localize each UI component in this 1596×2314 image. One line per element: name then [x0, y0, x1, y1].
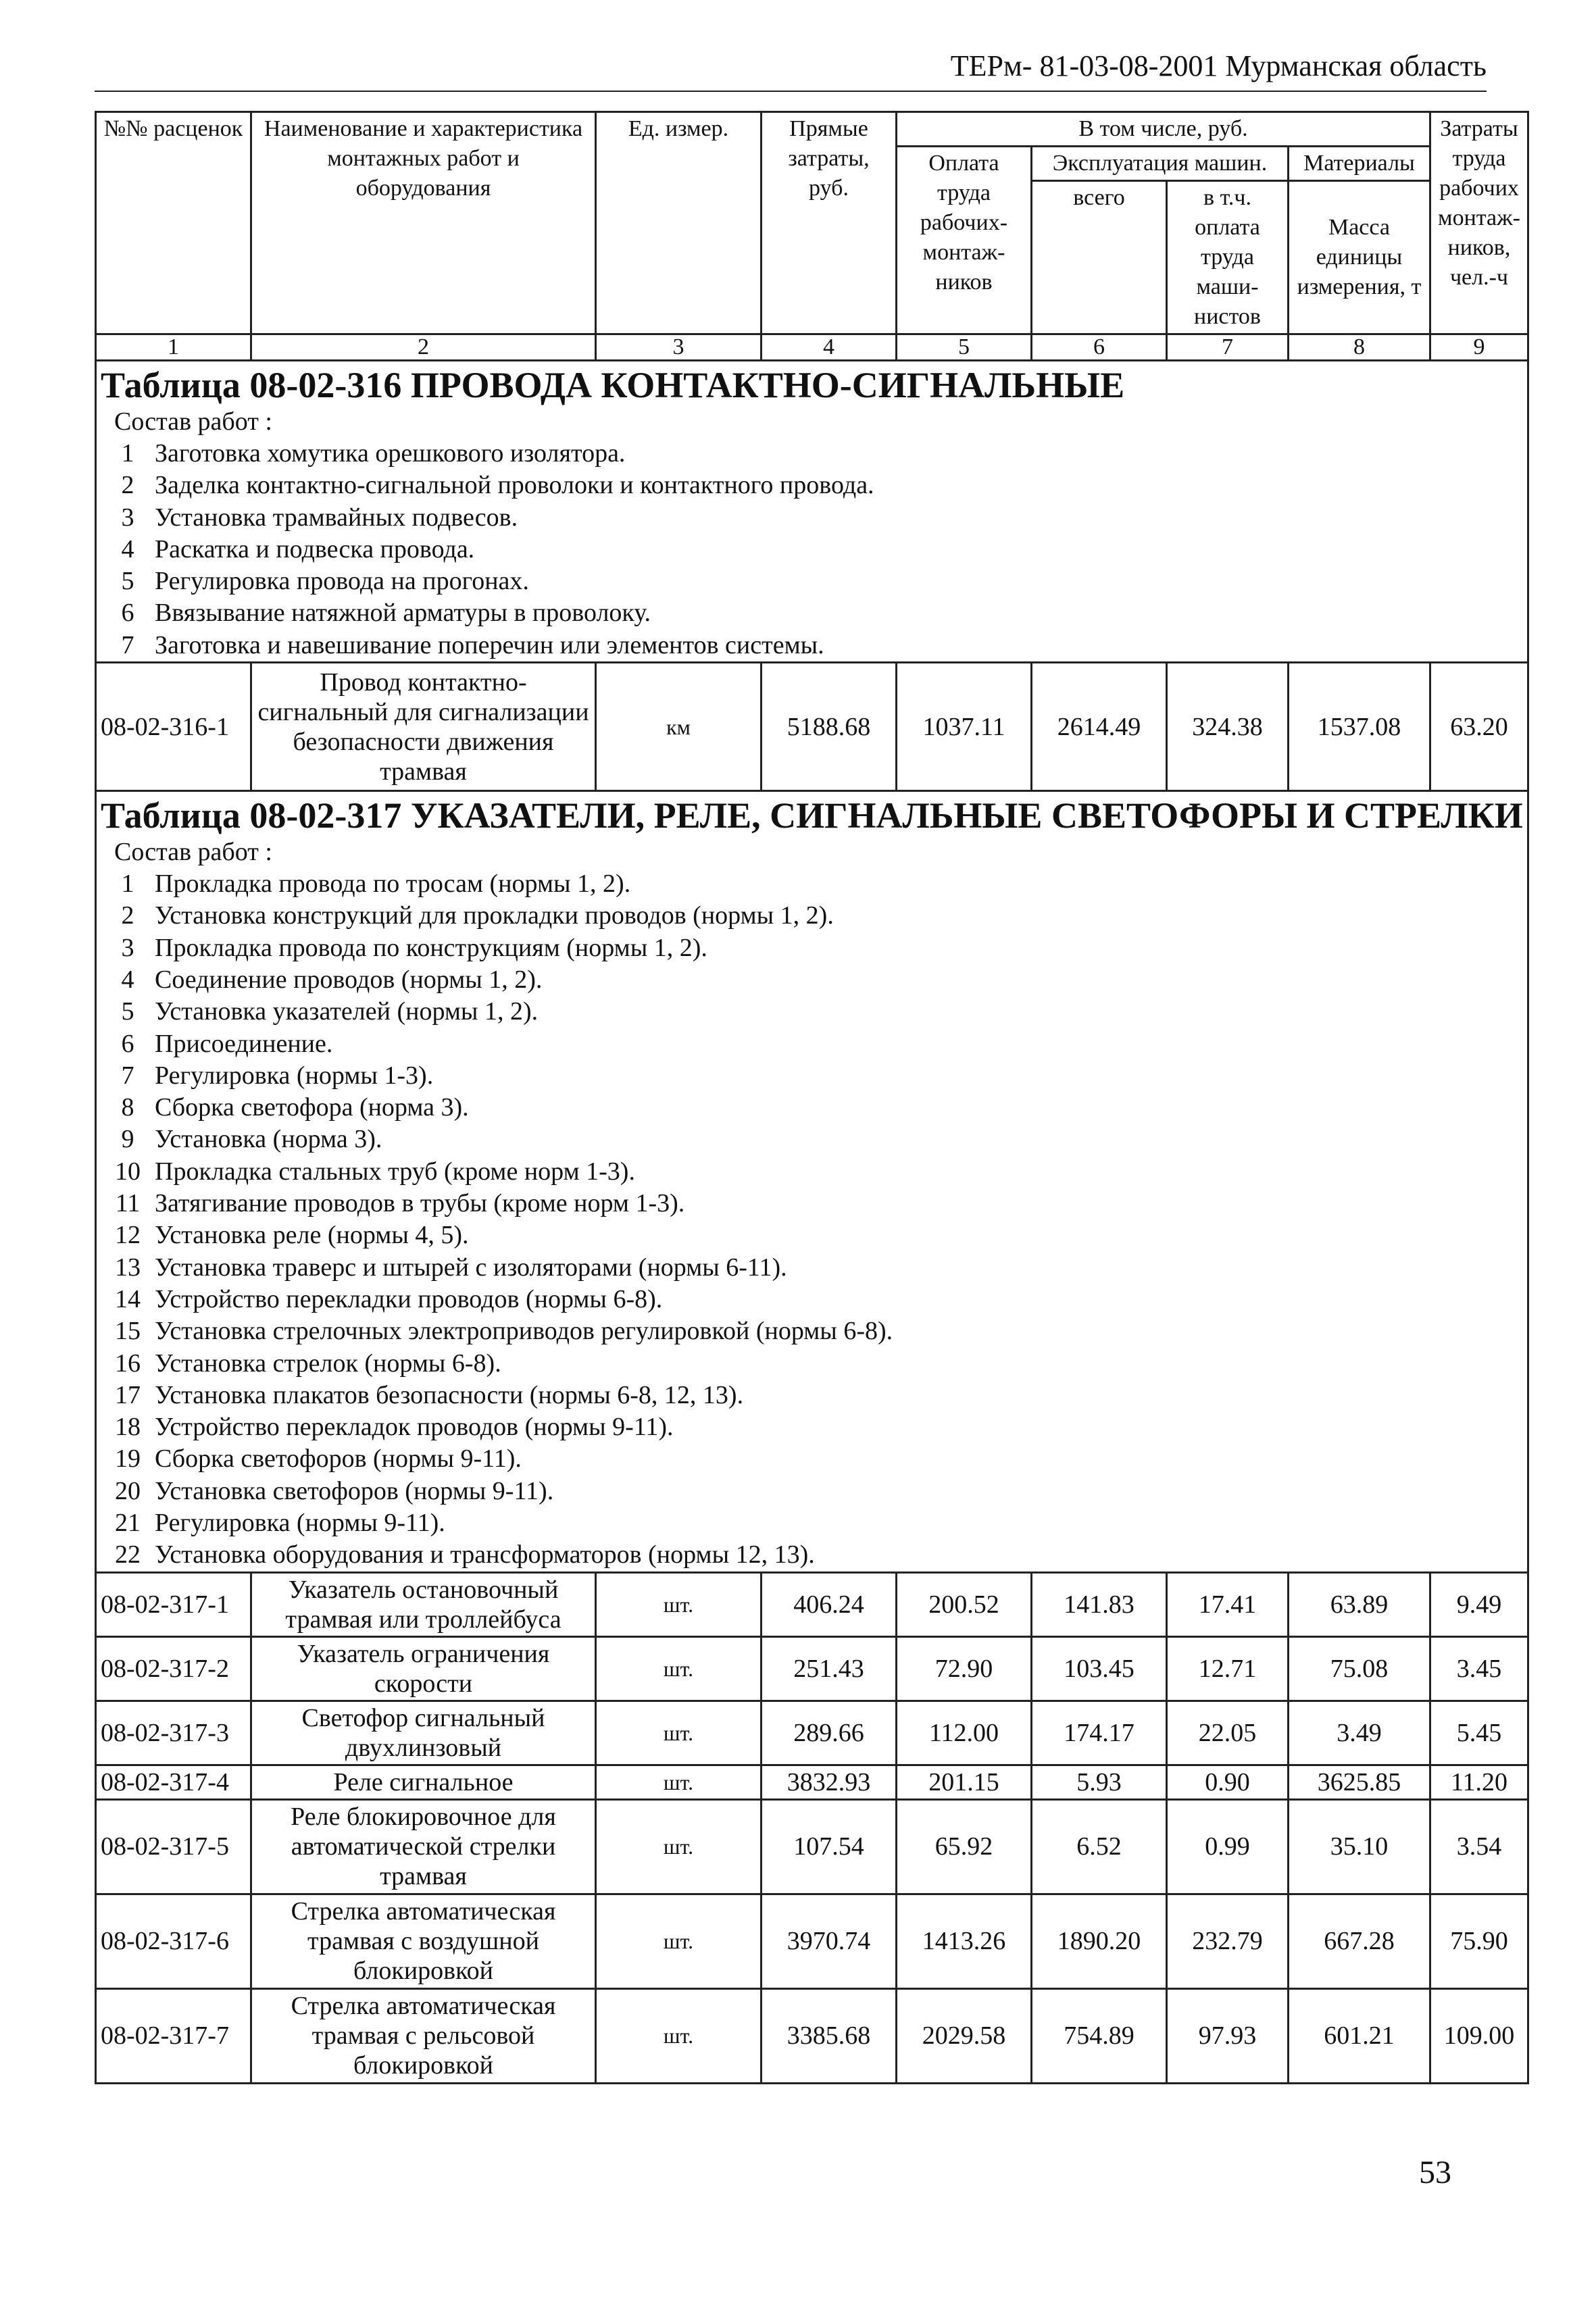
machines-total: 103.45	[1032, 1636, 1167, 1701]
work-item: 19 Сборка светофоров (нормы 9-11).	[115, 1444, 522, 1474]
machines-total: 1890.20	[1032, 1894, 1167, 1988]
rate-unit: шт.	[596, 1894, 762, 1988]
col-header-code: №№ расценок	[96, 112, 251, 334]
direct-cost: 251.43	[762, 1636, 897, 1701]
labor-hours: 9.49	[1430, 1572, 1528, 1636]
materials-cost: 601.21	[1289, 1988, 1430, 2083]
rate-name: Стрелка автоматическая трамвая с воздушной блокировкой	[251, 1894, 596, 1988]
machines-total: 5.93	[1032, 1765, 1167, 1799]
rate-unit: шт.	[596, 1572, 762, 1636]
work-item: 6 Присоединение.	[121, 1029, 333, 1058]
direct-cost: 3832.93	[762, 1765, 897, 1799]
col-header-mass: Масса единицы измерения, т	[1289, 181, 1430, 334]
rate-unit: шт.	[596, 1636, 762, 1701]
table-row	[96, 663, 1528, 791]
work-item: 10 Прокладка стальных труб (кроме норм 1-3).	[115, 1157, 635, 1186]
work-item: 16 Установка стрелок (нормы 6-8).	[115, 1349, 501, 1378]
rate-unit: шт.	[596, 1988, 762, 2083]
machines-total: 754.89	[1032, 1988, 1167, 2083]
work-item: 1 Заготовка хомутика орешкового изолятора.	[121, 439, 626, 468]
materials-cost: 3625.85	[1289, 1765, 1430, 1799]
labor-hours: 75.90	[1430, 1894, 1528, 1988]
header-rule	[95, 91, 1487, 92]
rate-unit: шт.	[596, 1701, 762, 1765]
col-header-unit: Ед. измер.	[596, 112, 762, 334]
table-317-works-list	[101, 868, 1523, 1571]
table-row	[96, 1765, 1528, 1799]
rate-code: 08-02-317-5	[96, 1799, 251, 1894]
work-item: 9 Установка (норма 3).	[121, 1125, 382, 1154]
work-item: 17 Установка плакатов безопасности (нормы 6-8, 12, 13).	[115, 1380, 744, 1409]
table-row	[96, 1701, 1528, 1765]
col-number: 5	[897, 334, 1032, 361]
col-header-materials: Материалы	[1289, 147, 1430, 181]
work-item: 14 Устройство перекладки проводов (нормы 6-8).	[115, 1284, 663, 1313]
materials-cost: 35.10	[1289, 1799, 1430, 1894]
rate-code: 08-02-316-1	[96, 663, 251, 791]
col-number: 3	[596, 334, 762, 361]
work-item: 5 Установка указателей (нормы 1, 2).	[121, 997, 539, 1026]
col-header-direct: Прямые затраты, руб.	[762, 112, 897, 334]
table-316-body	[96, 361, 1528, 791]
table-317-section	[96, 791, 1528, 1573]
col-number: 1	[96, 334, 251, 361]
labor-pay: 201.15	[897, 1765, 1032, 1799]
page-number: 53	[1419, 2155, 1451, 2190]
work-item: 4 Соединение проводов (нормы 1, 2).	[121, 965, 543, 994]
machines-labor: 17.41	[1167, 1572, 1289, 1636]
work-item: 8 Сборка светофора (норма 3).	[121, 1093, 469, 1122]
labor-pay: 200.52	[897, 1572, 1032, 1636]
machines-total: 6.52	[1032, 1799, 1167, 1894]
work-item: 15 Установка стрелочных электроприводов регулировкой (нормы 6-8).	[115, 1317, 893, 1346]
work-item: 2 Установка конструкций для прокладки проводов (нормы 1, 2).	[121, 901, 834, 930]
direct-cost: 3970.74	[762, 1894, 897, 1988]
labor-hours: 3.54	[1430, 1799, 1528, 1894]
rate-name: Указатель остановочный трамвая или троллейбуса	[251, 1572, 596, 1636]
materials-cost: 75.08	[1289, 1636, 1430, 1701]
work-item: 13 Установка траверс и штырей с изоляторами (нормы 6-11).	[115, 1253, 787, 1282]
work-item: 2 Заделка контактно-сигнальной проволоки и контактного провода.	[121, 471, 874, 500]
machines-labor: 324.38	[1167, 663, 1289, 791]
table-316-works-list	[101, 438, 1523, 661]
work-item: 21 Регулировка (нормы 9-11).	[115, 1509, 445, 1538]
work-item: 22 Установка оборудования и трансформаторов (нормы 12, 13).	[115, 1540, 815, 1569]
col-number: 6	[1032, 334, 1167, 361]
col-number: 9	[1430, 334, 1528, 361]
table-header	[96, 112, 1528, 361]
table-row	[96, 1894, 1528, 1988]
work-item: 11 Затягивание проводов в трубы (кроме норм 1-3).	[115, 1189, 685, 1218]
machines-labor: 232.79	[1167, 1894, 1289, 1988]
labor-pay: 1413.26	[897, 1894, 1032, 1988]
materials-cost: 1537.08	[1289, 663, 1430, 791]
rate-name: Светофор сигнальный двухлинзовый	[251, 1701, 596, 1765]
rate-code: 08-02-317-2	[96, 1636, 251, 1701]
work-item: 6 Ввязывание натяжной арматуры в проволоку.	[121, 599, 651, 628]
table-row	[96, 1799, 1528, 1894]
col-header-name: Наименование и характеристика монтажных работ и оборудования	[251, 112, 596, 334]
machines-total: 174.17	[1032, 1701, 1167, 1765]
work-item: 3 Прокладка провода по конструкциям (нормы 1, 2).	[121, 933, 707, 962]
direct-cost: 107.54	[762, 1799, 897, 1894]
rate-name: Провод контактно-сигнальный для сигнализации безопасности движения трамвая	[251, 663, 596, 791]
rate-name: Стрелка автоматическая трамвая с рельсовой блокировкой	[251, 1988, 596, 2083]
table-317-title: Таблица 08-02-317 УКАЗАТЕЛИ, РЕЛЕ, СИГНАЛЬНЫЕ СВЕТОФОРЫ И СТРЕЛКИ	[101, 795, 1523, 836]
rate-code: 08-02-317-1	[96, 1572, 251, 1636]
column-numbers-row	[96, 334, 1528, 361]
work-item: 7 Регулировка (нормы 1-3).	[121, 1061, 434, 1090]
materials-cost: 63.89	[1289, 1572, 1430, 1636]
table-316-composition-label: Состав работ :	[114, 407, 272, 436]
machines-labor: 0.90	[1167, 1765, 1289, 1799]
table-row	[96, 1572, 1528, 1636]
col-header-machines-total: всего	[1032, 181, 1167, 334]
machines-labor: 22.05	[1167, 1701, 1289, 1765]
col-number: 7	[1167, 334, 1289, 361]
rate-name: Указатель ограничения скорости	[251, 1636, 596, 1701]
document-header: ТЕРм- 81-03-08-2001 Мурманская область	[950, 49, 1487, 82]
col-header-labor-pay: Оплата труда рабочих-монтаж-ников	[897, 147, 1032, 334]
labor-hours: 11.20	[1430, 1765, 1528, 1799]
col-number: 4	[762, 334, 897, 361]
machines-total: 2614.49	[1032, 663, 1167, 791]
direct-cost: 406.24	[762, 1572, 897, 1636]
work-item: 20 Установка светофоров (нормы 9-11).	[115, 1476, 554, 1505]
labor-hours: 3.45	[1430, 1636, 1528, 1701]
col-header-machines-incl: в т.ч. оплата труда маши-нистов	[1167, 181, 1289, 334]
labor-pay: 112.00	[897, 1701, 1032, 1765]
table-317-composition-label: Состав работ :	[114, 838, 272, 867]
machines-total: 141.83	[1032, 1572, 1167, 1636]
work-item: 18 Устройство перекладок проводов (нормы 9-11).	[115, 1413, 674, 1442]
labor-hours: 5.45	[1430, 1701, 1528, 1765]
materials-cost: 3.49	[1289, 1701, 1430, 1765]
rate-code: 08-02-317-7	[96, 1988, 251, 2083]
col-header-incl: В том числе, руб.	[897, 112, 1430, 147]
labor-pay: 2029.58	[897, 1988, 1032, 2083]
labor-hours: 63.20	[1430, 663, 1528, 791]
work-item: 3 Установка трамвайных подвесов.	[121, 503, 518, 532]
labor-hours: 109.00	[1430, 1988, 1528, 2083]
machines-labor: 12.71	[1167, 1636, 1289, 1701]
price-norms-table	[95, 111, 1529, 2084]
work-item: 12 Установка реле (нормы 4, 5).	[115, 1221, 469, 1250]
col-number: 8	[1289, 334, 1430, 361]
work-item: 5 Регулировка провода на прогонах.	[121, 567, 529, 596]
col-number: 2	[251, 334, 596, 361]
machines-labor: 0.99	[1167, 1799, 1289, 1894]
rate-unit: шт.	[596, 1799, 762, 1894]
table-row	[96, 1636, 1528, 1701]
labor-pay: 72.90	[897, 1636, 1032, 1701]
rate-name: Реле сигнальное	[251, 1765, 596, 1799]
rate-code: 08-02-317-3	[96, 1701, 251, 1765]
table-row	[96, 1988, 1528, 2083]
work-item: 7 Заготовка и навешивание поперечин или элементов системы.	[121, 630, 824, 659]
rate-unit: шт.	[596, 1765, 762, 1799]
work-item: 1 Прокладка провода по тросам (нормы 1, 2).	[121, 870, 631, 899]
direct-cost: 3385.68	[762, 1988, 897, 2083]
direct-cost: 5188.68	[762, 663, 897, 791]
materials-cost: 667.28	[1289, 1894, 1430, 1988]
rate-name: Реле блокировочное для автоматической стрелки трамвая	[251, 1799, 596, 1894]
col-header-labor-cost: Затраты труда рабочих монтаж-ников, чел.-ч	[1430, 112, 1528, 334]
rate-code: 08-02-317-4	[96, 1765, 251, 1799]
direct-cost: 289.66	[762, 1701, 897, 1765]
table-317-body	[96, 791, 1528, 2084]
rate-unit: км	[596, 663, 762, 791]
machines-labor: 97.93	[1167, 1988, 1289, 2083]
table-316-section	[96, 361, 1528, 663]
labor-pay: 1037.11	[897, 663, 1032, 791]
labor-pay: 65.92	[897, 1799, 1032, 1894]
work-item: 4 Раскатка и подвеска провода.	[121, 534, 475, 563]
price-table-sheet	[95, 111, 1527, 2084]
rate-code: 08-02-317-6	[96, 1894, 251, 1988]
col-header-machines: Эксплуатация машин.	[1032, 147, 1289, 181]
table-316-title: Таблица 08-02-316 ПРОВОДА КОНТАКТНО-СИГНАЛЬНЫЕ	[101, 365, 1125, 405]
